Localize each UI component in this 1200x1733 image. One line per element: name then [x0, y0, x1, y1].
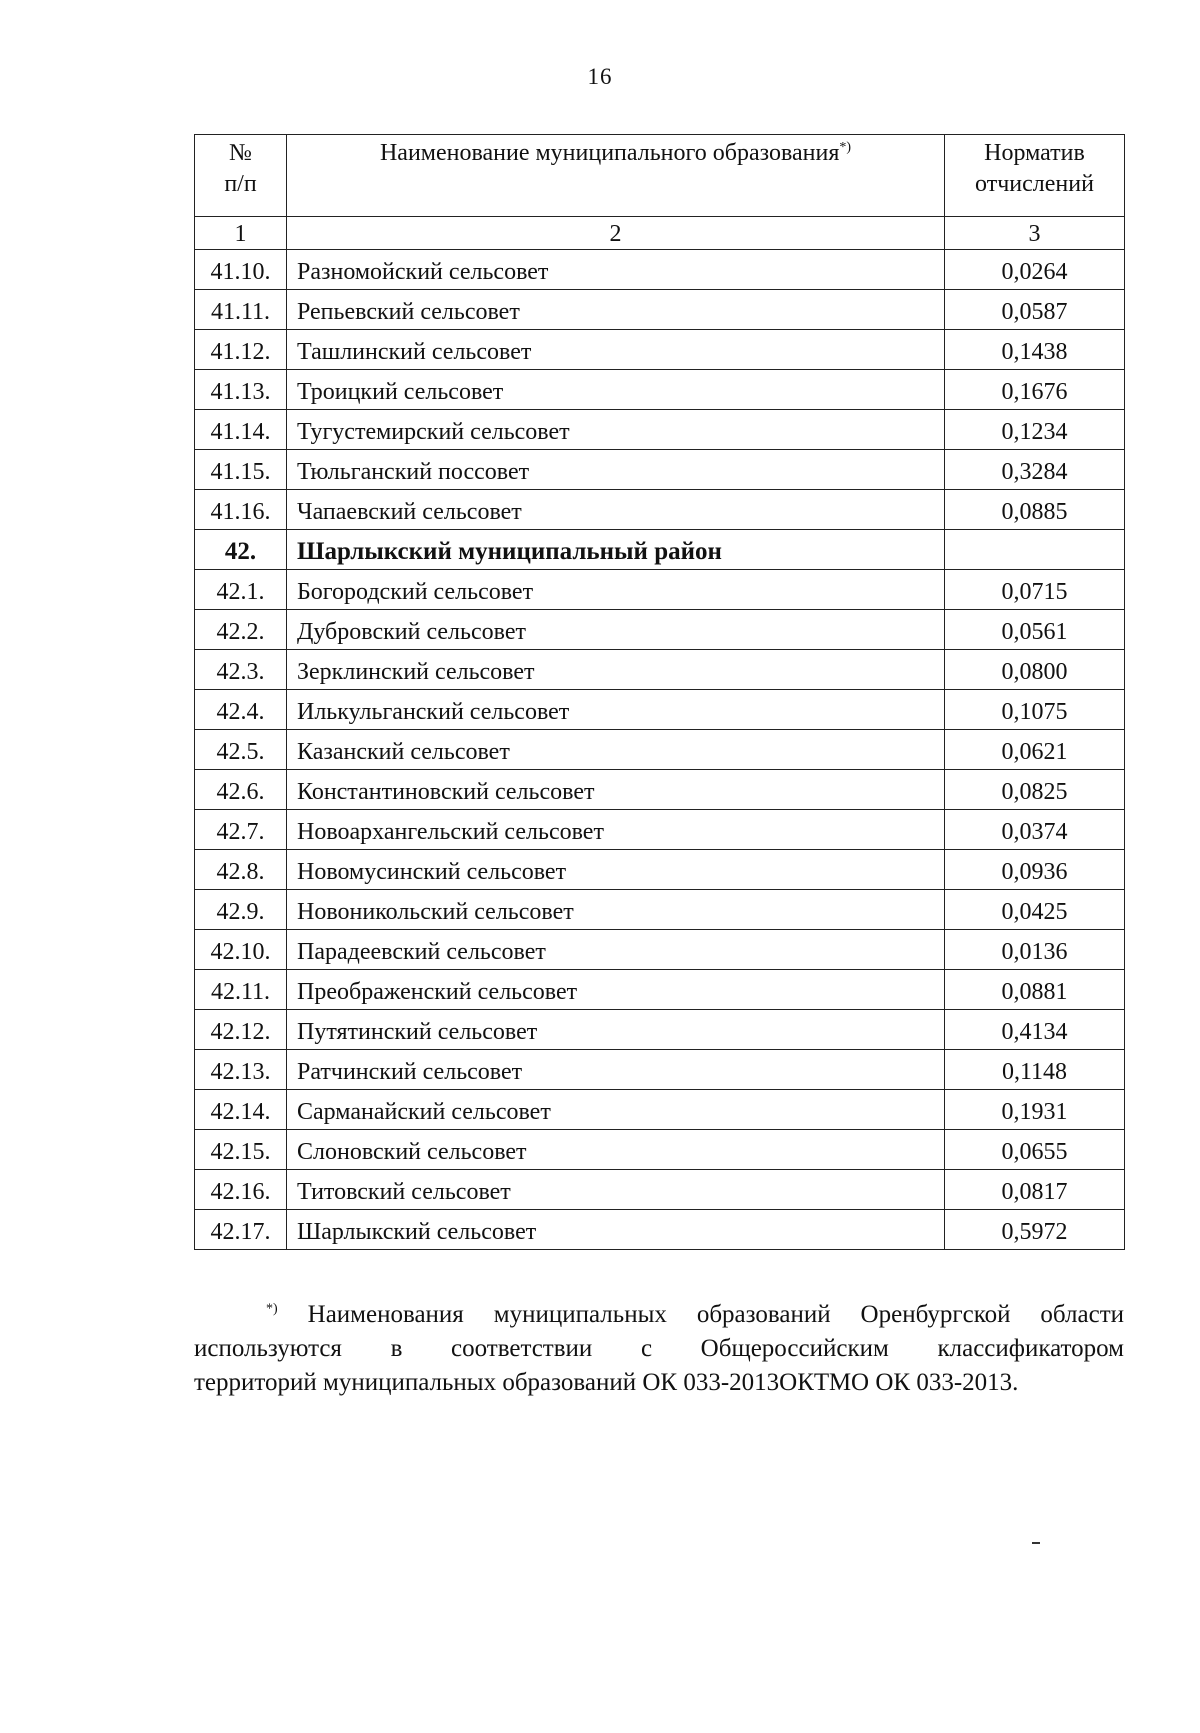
header-value-line-2: отчислений: [975, 171, 1094, 197]
table-row: [195, 1210, 1125, 1250]
row-number: 42.6.: [195, 770, 287, 810]
row-name: Зерклинский сельсовет: [287, 650, 945, 690]
table-row: [195, 370, 1125, 410]
row-number: 42.3.: [195, 650, 287, 690]
table-row: [195, 490, 1125, 530]
row-name: Ратчинский сельсовет: [287, 1050, 945, 1090]
row-number: 42.12.: [195, 1010, 287, 1050]
row-name: Шарлыкский муниципальный район: [287, 530, 945, 570]
row-value: 0,0817: [945, 1170, 1125, 1210]
row-name: Преображенский сельсовет: [287, 970, 945, 1010]
row-number: 42.9.: [195, 890, 287, 930]
row-number: 42.16.: [195, 1170, 287, 1210]
row-value: 0,0561: [945, 610, 1125, 650]
footnote-line-1: [194, 1298, 1124, 1332]
header-number-line-1: №: [229, 140, 252, 166]
row-name: Разномойский сельсовет: [287, 250, 945, 290]
table-row: [195, 890, 1125, 930]
table-row: [195, 970, 1125, 1010]
header-number: [195, 135, 287, 217]
row-name: Тугустемирский сельсовет: [287, 410, 945, 450]
row-name: Ташлинский сельсовет: [287, 330, 945, 370]
row-number: 42.13.: [195, 1050, 287, 1090]
row-value: 0,4134: [945, 1010, 1125, 1050]
row-name: Троицкий сельсовет: [287, 370, 945, 410]
column-index-1: 1: [195, 217, 287, 250]
row-value: 0,0136: [945, 930, 1125, 970]
row-number: 42.4.: [195, 690, 287, 730]
table-row: [195, 1010, 1125, 1050]
row-value: 0,1438: [945, 330, 1125, 370]
table-row: [195, 610, 1125, 650]
table-row: [195, 290, 1125, 330]
row-value: 0,0881: [945, 970, 1125, 1010]
row-name: Шарлыкский сельсовет: [287, 1210, 945, 1250]
row-value: [945, 530, 1125, 570]
row-name: Казанский сельсовет: [287, 730, 945, 770]
row-value: 0,0587: [945, 290, 1125, 330]
table-row: [195, 330, 1125, 370]
table-row: [195, 650, 1125, 690]
row-number: 42.7.: [195, 810, 287, 850]
row-name: Тюльганский поссовет: [287, 450, 945, 490]
header-name: [287, 135, 945, 217]
row-number: 42.8.: [195, 850, 287, 890]
column-index-2: 2: [287, 217, 945, 250]
row-name: Новоархангельский сельсовет: [287, 810, 945, 850]
row-value: 0,1676: [945, 370, 1125, 410]
row-name: Константиновский сельсовет: [287, 770, 945, 810]
table-row: [195, 1050, 1125, 1090]
row-value: 0,0264: [945, 250, 1125, 290]
table-row: [195, 1170, 1125, 1210]
row-value: 0,0885: [945, 490, 1125, 530]
row-value: 0,1148: [945, 1050, 1125, 1090]
row-value: 0,0800: [945, 650, 1125, 690]
row-number: 41.11.: [195, 290, 287, 330]
row-name: Богородский сельсовет: [287, 570, 945, 610]
row-name: Титовский сельсовет: [287, 1170, 945, 1210]
row-name: Новоникольский сельсовет: [287, 890, 945, 930]
row-value: 0,0825: [945, 770, 1125, 810]
row-number: 42.: [195, 530, 287, 570]
footnote-mark: *): [266, 1301, 278, 1317]
table-row: [195, 850, 1125, 890]
row-name: Илькульганский сельсовет: [287, 690, 945, 730]
row-name: Дубровский сельсовет: [287, 610, 945, 650]
row-number: 42.14.: [195, 1090, 287, 1130]
row-number: 41.12.: [195, 330, 287, 370]
row-value: 0,0655: [945, 1130, 1125, 1170]
row-value: 0,0936: [945, 850, 1125, 890]
footnote-line-1-text: Наименования муниципальных образований Оренбургской области: [307, 1301, 1125, 1328]
row-value: 0,3284: [945, 450, 1125, 490]
table-row: [195, 450, 1125, 490]
row-value: 0,0425: [945, 890, 1125, 930]
row-value: 0,0374: [945, 810, 1125, 850]
table-row: [195, 810, 1125, 850]
row-name: Новомусинский сельсовет: [287, 850, 945, 890]
table-header-row: [195, 135, 1125, 217]
row-number: 42.17.: [195, 1210, 287, 1250]
row-number: 42.11.: [195, 970, 287, 1010]
row-value: 0,1075: [945, 690, 1125, 730]
row-number: 41.15.: [195, 450, 287, 490]
row-number: 42.1.: [195, 570, 287, 610]
row-name: Чапаевский сельсовет: [287, 490, 945, 530]
row-value: 0,5972: [945, 1210, 1125, 1250]
column-index-row: [195, 217, 1125, 250]
row-number: 42.15.: [195, 1130, 287, 1170]
row-value: 0,0621: [945, 730, 1125, 770]
footnote: [194, 1298, 1124, 1400]
footnote-line-3: территорий муниципальных образований ОК 033-2013ОКТМО ОК 033-2013.: [194, 1369, 1019, 1396]
header-value: [945, 135, 1125, 217]
table-row: [195, 1090, 1125, 1130]
table-row: [195, 1130, 1125, 1170]
table-row: [195, 570, 1125, 610]
row-number: 42.2.: [195, 610, 287, 650]
table-row: [195, 690, 1125, 730]
row-number: 42.10.: [195, 930, 287, 970]
table-row: [195, 730, 1125, 770]
row-value: 0,1234: [945, 410, 1125, 450]
row-number: 41.16.: [195, 490, 287, 530]
table-row: [195, 250, 1125, 290]
page-number: 16: [587, 64, 613, 89]
row-number: 41.14.: [195, 410, 287, 450]
row-name: Сарманайский сельсовет: [287, 1090, 945, 1130]
district-row: [195, 530, 1125, 570]
row-name: Слоновский сельсовет: [287, 1130, 945, 1170]
row-value: 0,0715: [945, 570, 1125, 610]
table-body: [195, 250, 1125, 1250]
row-number: 41.13.: [195, 370, 287, 410]
table-row: [195, 770, 1125, 810]
table-row: [195, 930, 1125, 970]
header-footnote-mark: *): [839, 140, 852, 155]
row-name: Парадеевский сельсовет: [287, 930, 945, 970]
header-value-line-1: Норматив: [984, 140, 1085, 166]
header-number-line-2: п/п: [224, 171, 257, 197]
table-row: [195, 410, 1125, 450]
row-name: Репьевский сельсовет: [287, 290, 945, 330]
row-value: 0,1931: [945, 1090, 1125, 1130]
scan-artifact-mark: [1032, 1542, 1040, 1544]
column-index-3: 3: [945, 217, 1125, 250]
row-name: Путятинский сельсовет: [287, 1010, 945, 1050]
footnote-line-2: используются в соответствии с Общероссийским классификатором: [194, 1335, 1124, 1362]
row-number: 41.10.: [195, 250, 287, 290]
header-name-text: Наименование муниципального образования: [379, 140, 840, 166]
normatives-table: [194, 134, 1125, 1250]
row-number: 42.5.: [195, 730, 287, 770]
